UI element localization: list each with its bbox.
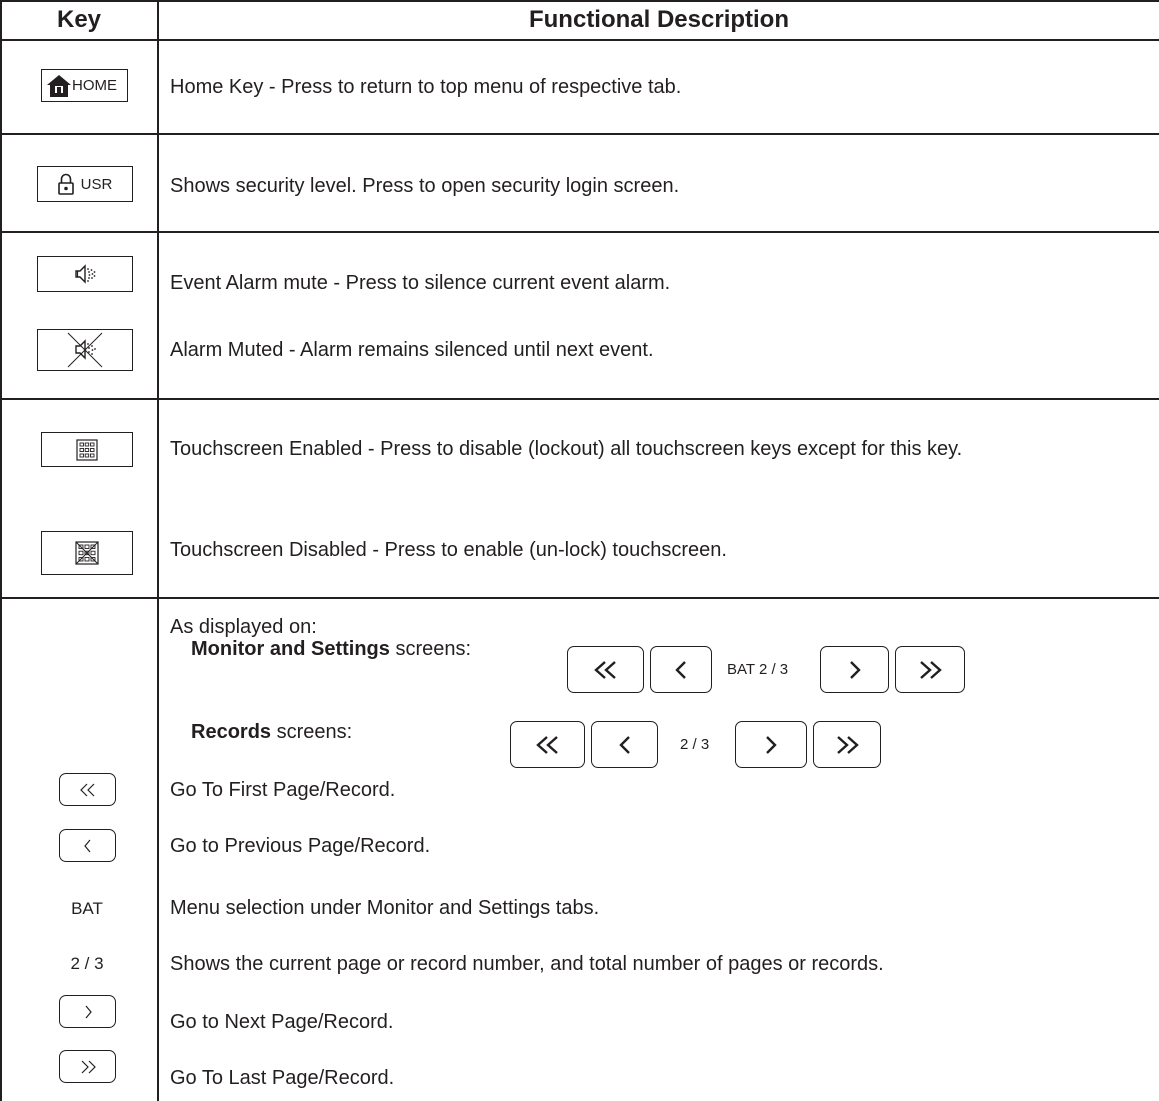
- row-divider: [0, 231, 1159, 233]
- speaker-icon: [74, 263, 96, 285]
- touchscreen-disabled-description: Touchscreen Disabled - Press to enable (un-lock) touchscreen.: [170, 539, 727, 561]
- double-chevron-right-icon: [79, 1060, 97, 1074]
- keypad-disabled-icon: [74, 540, 100, 566]
- alarm-mute-key: [37, 256, 133, 292]
- double-chevron-left-icon: [534, 735, 562, 755]
- alarm-muted-key: [37, 329, 133, 371]
- chevron-left-icon: [83, 839, 93, 853]
- touchscreen-enabled-key: [41, 432, 133, 467]
- user-key-label: USR: [80, 175, 113, 193]
- user-key-description: Shows security level. Press to open security login screen.: [170, 175, 680, 197]
- records-previous-button: [591, 721, 658, 768]
- bat-key-label: BAT: [71, 899, 103, 918]
- table-border-left: [0, 0, 2, 1101]
- example-last-button: [895, 646, 965, 693]
- double-chevron-right-icon: [916, 660, 944, 680]
- monitor-settings-line: [191, 637, 471, 662]
- example-previous-button: [650, 646, 712, 693]
- navigation-intro: As displayed on:: [170, 616, 317, 638]
- alarm-muted-description: Alarm Muted - Alarm remains silenced until next event.: [170, 339, 654, 361]
- home-key-label: HOME: [72, 77, 117, 94]
- records-next-button: [735, 721, 807, 768]
- records-first-button: [510, 721, 585, 768]
- alarm-mute-description: Event Alarm mute - Press to silence current event alarm.: [170, 272, 671, 294]
- row-divider: [0, 398, 1159, 400]
- touchscreen-disabled-key: [41, 531, 133, 575]
- speaker-muted-icon: [60, 331, 110, 369]
- chevron-left-icon: [617, 735, 633, 755]
- previous-page-description: Go to Previous Page/Record.: [170, 835, 431, 857]
- previous-page-key: [59, 829, 116, 862]
- chevron-right-icon: [847, 660, 863, 680]
- next-page-description: Go to Next Page/Record.: [170, 1011, 394, 1033]
- double-chevron-left-icon: [592, 660, 620, 680]
- description-column-header: Functional Description: [528, 6, 789, 33]
- last-page-key: [59, 1050, 116, 1083]
- bat-description: Menu selection under Monitor and Settings tabs.: [170, 897, 600, 919]
- column-divider: [157, 0, 159, 1101]
- double-chevron-right-icon: [833, 735, 861, 755]
- records-page-label: 2 / 3: [680, 736, 710, 753]
- page-count-key-label: 2 / 3: [70, 954, 104, 973]
- row-divider: [0, 133, 1159, 135]
- example-first-button: [567, 646, 644, 693]
- example-monitor-label: BAT 2 / 3: [727, 661, 789, 678]
- first-page-description: Go To First Page/Record.: [170, 779, 396, 801]
- table-border-top: [0, 0, 1159, 2]
- home-key: [41, 69, 128, 102]
- records-line: [191, 720, 352, 745]
- keypad-icon: [76, 439, 98, 461]
- page-count-description: Shows the current page or record number, and total number of pages or records.: [170, 953, 884, 975]
- home-icon: [46, 74, 72, 98]
- key-column-header: Key: [56, 6, 102, 33]
- padlock-icon: [58, 173, 74, 195]
- home-key-description: Home Key - Press to return to top menu of respective tab.: [170, 76, 682, 98]
- double-chevron-left-icon: [79, 783, 97, 797]
- monitor-settings-rest: screens:: [389, 638, 472, 660]
- example-next-button: [820, 646, 889, 693]
- chevron-left-icon: [673, 660, 689, 680]
- first-page-key: [59, 773, 116, 806]
- chevron-right-icon: [763, 735, 779, 755]
- row-divider: [0, 597, 1159, 599]
- records-bold: Records: [191, 721, 272, 743]
- chevron-right-icon: [83, 1005, 93, 1019]
- row-divider: [0, 39, 1159, 41]
- monitor-settings-bold: Monitor and Settings: [191, 638, 390, 660]
- records-last-button: [813, 721, 881, 768]
- next-page-key: [59, 995, 116, 1028]
- records-rest: screens:: [271, 721, 353, 743]
- touchscreen-enabled-description: Touchscreen Enabled - Press to disable (lockout) all touchscreen keys except for this key.: [170, 438, 963, 460]
- last-page-description: Go To Last Page/Record.: [170, 1067, 395, 1089]
- user-key: [37, 166, 133, 202]
